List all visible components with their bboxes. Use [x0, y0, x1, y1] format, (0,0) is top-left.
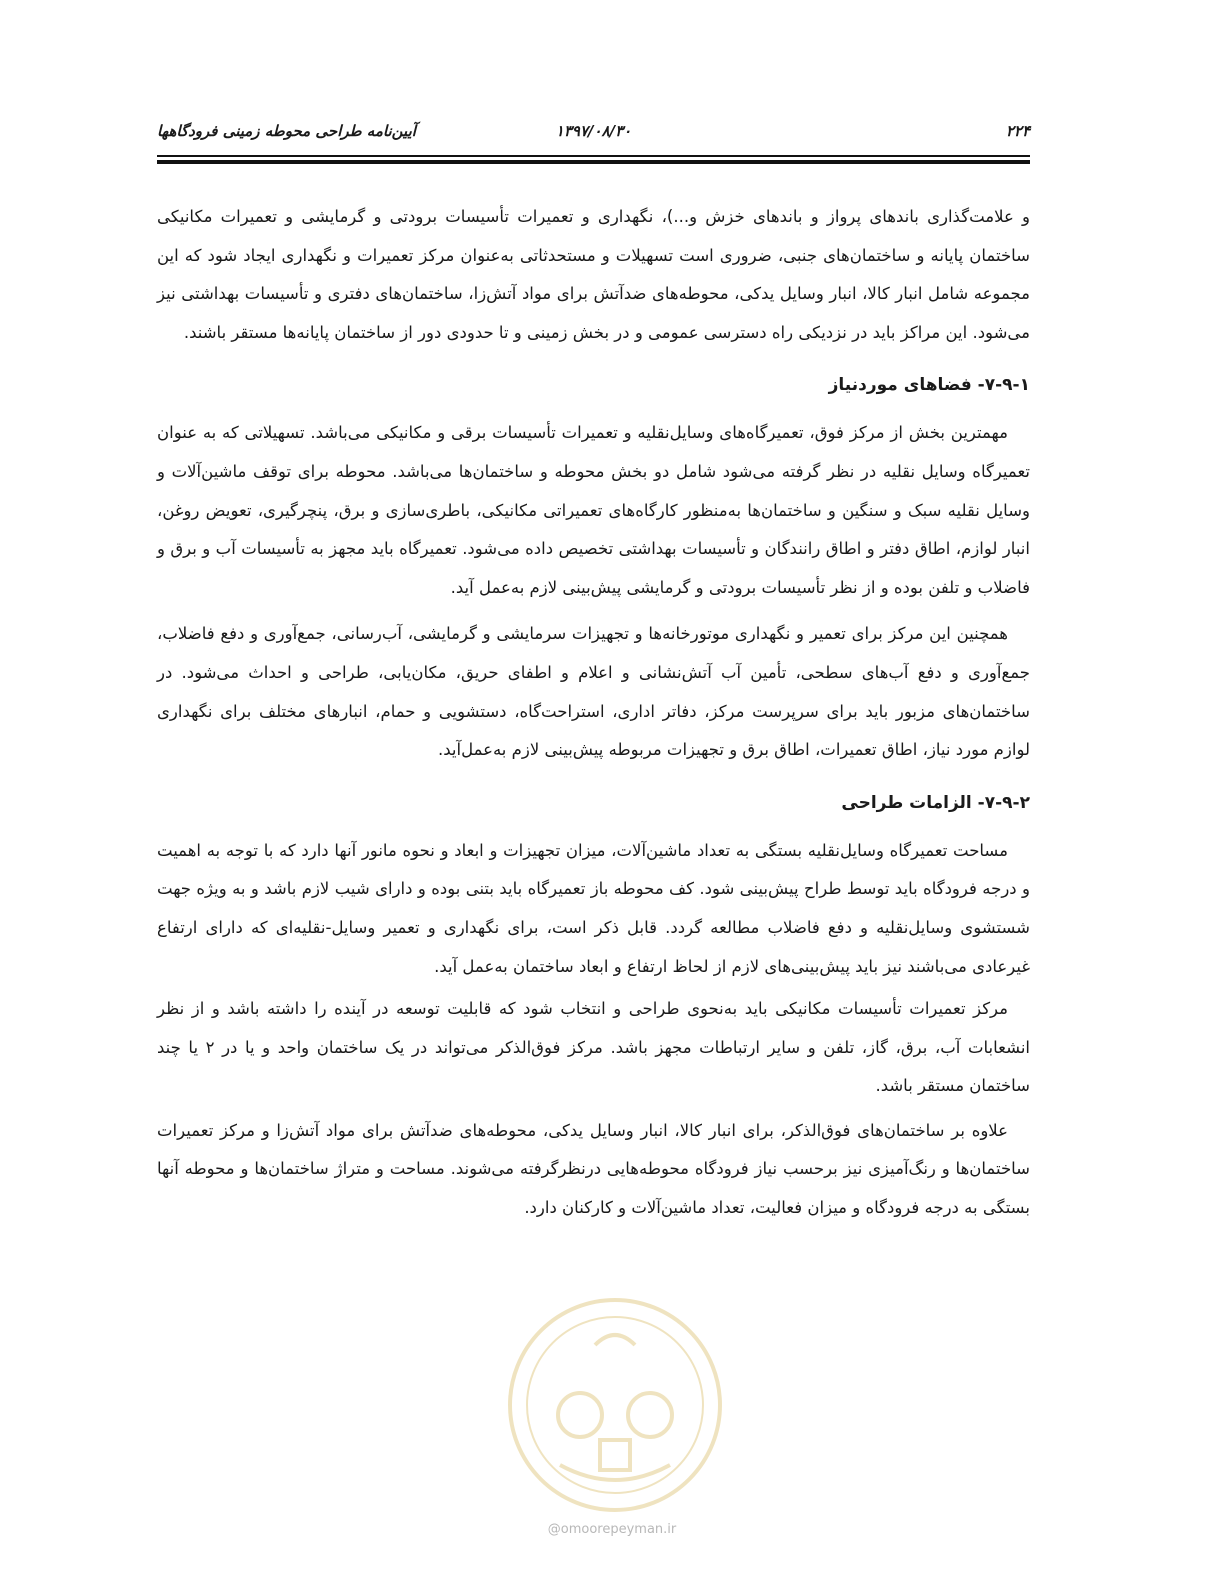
page-number: ۲۲۴ [1005, 122, 1030, 140]
header-rule-thin [157, 155, 1030, 157]
page-header [157, 118, 1030, 148]
section-heading-required-spaces: ۷-۹-۱- فضاهای موردنیاز [828, 375, 1030, 396]
watermark-site: @omoorepeyman.ir [547, 1522, 677, 1537]
header-title: آیین‌نامه طراحی محوطه زمینی فرودگاهها [157, 122, 416, 140]
body-paragraph: علاوه بر ساختمان‌های فوق‌الذکر، برای انبار کالا، انبار وسایل یدکی، محوطه‌های ضدآتش برای مواد آتش‌زا و مرکز تعمیرات ساختمان‌ها و رنگ‌آمیزی نیز برحسب نیاز فرودگاه محوطه‌هایی درنظرگرفته می‌شوند. مساحت و متراژ ساختمان‌ها و محوطه آنها بستگی به درجه فرودگاه و میزان فعالیت، تعداد ماشین‌آلات و کارکنان دارد. [157, 1120, 1030, 1218]
intro-paragraph: و علامت‌گذاری باندهای پرواز و باندهای خزش و...)، نگهداری و تعمیرات تأسیسات برودتی و گرمایشی و تعمیرات مکانیکی ساختمان پایانه و ساختمان‌های جنبی، ضروری است تسهیلات و مستحدثاتی به‌عنوان مرکز تعمیرات و نگهداری ایجاد شود که این مجموعه شامل انبار کالا، انبار وسایل یدکی، محوطه‌های ضدآتش برای مواد آتش‌زا، ساختمان‌های دفتری و تأسیسات بهداشتی نیز می‌شود. این مراکز باید در نزدیکی راه دسترسی عمومی و در بخش زمینی و تا حدودی دور از ساختمان پایانه‌ها مستقر باشند. [157, 207, 1030, 342]
body-paragraph: همچنین این مرکز برای تعمیر و نگهداری موتورخانه‌ها و تجهیزات سرمایشی و گرمایشی، آب‌رسانی، جمع‌آوری و دفع فاضلاب، جمع‌آوری و دفع آب‌های سطحی، تأمین آب آتش‌نشانی و اعلام و اطفای حریق، مکان‌یابی، طراحی و احداث می‌شود. در ساختمان‌های مزبور باید برای سرپرست مرکز، دفاتر اداری، استراحت‌گاه، دستشویی و حمام، انبارهای مختلف برای نگهداری لوازم مورد نیاز، اطاق تعمیرات، اطاق برق و تجهیزات مربوطه پیش‌بینی لازم به‌عمل‌آید. [157, 624, 1030, 760]
header-rule-thick [157, 160, 1030, 164]
body-paragraph: مهمترین بخش از مرکز فوق، تعمیرگاه‌های وسایل‌نقلیه و تعمیرات تأسیسات برقی و مکانیکی می‌باشد. تسهیلاتی که به عنوان تعمیرگاه وسایل نقلیه در نظر گرفته می‌شود شامل دو بخش محوطه و ساختمان‌ها می‌باشد. محوطه برای توقف ماشین‌آلات و وسایل نقلیه سبک و سنگین و ساختمان‌ها به‌منظور کارگاه‌های تعمیراتی مکانیکی، باطری‌سازی و برق، پنچرگیری، تعویض روغن، انبار لوازم، اطاق دفتر و اطاق رانندگان و تأسیسات بهداشتی تخصیص داده می‌شود. تعمیرگاه باید مجهز به تأسیسات آب و برق و فاضلاب و تلفن بوده و از نظر تأسیسات برودتی و گرمایشی پیش‌بینی لازم به‌عمل آید. [157, 423, 1030, 597]
watermark-seal-icon [500, 1290, 730, 1520]
body-paragraph: مرکز تعمیرات تأسیسات مکانیکی باید به‌نحوی طراحی و انتخاب شود که قابلیت توسعه در آینده را داشته باشد و از نظر انشعابات آب، برق، گاز، تلفن و سایر ارتباطات مجهز باشد. مرکز فوق‌الذکر می‌تواند در یک ساختمان واحد و یا در ۲ یا چند ساختمان مستقر باشد. [157, 999, 1030, 1096]
document-body [157, 198, 1030, 1228]
body-paragraph: مساحت تعمیرگاه وسایل‌نقلیه بستگی به تعداد ماشین‌آلات، میزان تجهیزات و ابعاد و نحوه مانور آنها دارد که با توجه به اهمیت و درجه فرودگاه باید توسط طراح پیش‌بینی شود. کف محوطه باز تعمیرگاه باید بتنی بوده و دارای شیب لازم باشد و به ویژه جهت شستشوی وسایل‌نقلیه و دفع فاضلاب مطالعه گردد. قابل ذکر است، برای نگهداری و تعمیر وسایل-نقلیه‌ای که دارای ارتفاع غیرعادی می‌باشند نیز باید پیش‌بینی‌های لازم از لحاظ ارتفاع و ابعاد ساختمان به‌عمل آید. [157, 840, 1030, 976]
header-date: ۱۳۹۷/۰۸/۳۰ [555, 122, 632, 140]
section-heading-design-requirements: ۷-۹-۲- الزامات طراحی [841, 792, 1030, 813]
